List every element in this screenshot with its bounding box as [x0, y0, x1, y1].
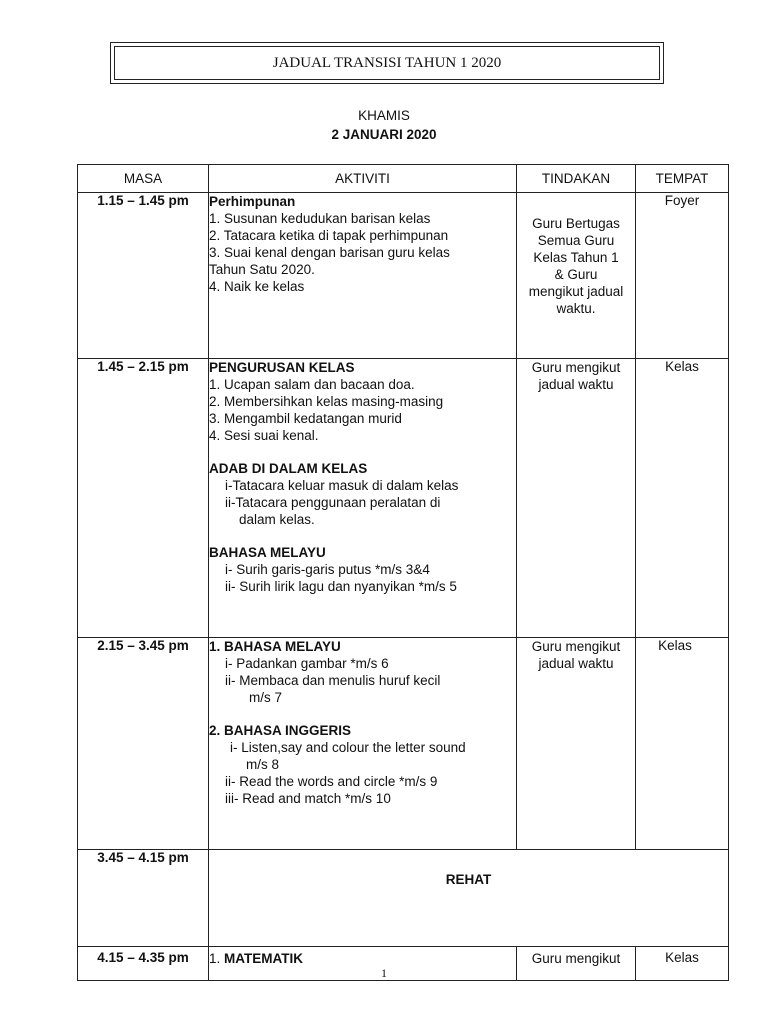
activity-item: ii- Membaca dan menulis huruf kecil — [225, 673, 441, 688]
time-cell: 4.15 – 4.35 pm — [78, 947, 209, 981]
activity-prefix: 1. — [209, 951, 225, 966]
activity-heading: ADAB DI DALAM KELAS — [209, 461, 368, 476]
activity-cell — [209, 359, 517, 638]
page-number: 1 — [381, 966, 387, 980]
activity-cell — [209, 193, 517, 359]
activity-item: 2. Membersihkan kelas masing-masing — [209, 394, 444, 409]
activity-item: 2. Tatacara ketika di tapak perhimpunan — [209, 228, 449, 243]
time-cell: 1.15 – 1.45 pm — [78, 193, 209, 359]
activity-cell — [209, 638, 517, 850]
header-aktiviti: AKTIVITI — [209, 165, 517, 193]
place-cell: Kelas — [636, 359, 729, 638]
title-box — [110, 42, 664, 84]
action-cell — [517, 193, 636, 359]
table-row — [78, 193, 729, 359]
activity-item: 1. Susunan kedudukan barisan kelas — [209, 211, 431, 226]
document-title: JADUAL TRANSISI TAHUN 1 2020 — [114, 46, 660, 80]
action-cell: Guru mengikut — [517, 947, 636, 981]
time-cell: 1.45 – 2.15 pm — [78, 359, 209, 638]
activity-item: 3. Mengambil kedatangan murid — [209, 411, 402, 426]
table-row — [78, 638, 729, 850]
action-cell — [517, 638, 636, 850]
activity-item: i-Tatacara keluar masuk di dalam kelas — [225, 478, 459, 493]
activity-item: ii-Tatacara penggunaan peralatan di — [225, 495, 441, 510]
activity-heading: PENGURUSAN KELAS — [209, 360, 355, 375]
action-line: Kelas Tahun 1 — [533, 250, 619, 265]
time-cell: 3.45 – 4.15 pm — [78, 850, 209, 947]
action-line: & Guru — [554, 267, 598, 282]
action-line: mengikut jadual — [528, 284, 624, 299]
action-line: jadual waktu — [538, 656, 614, 671]
activity-heading: MATEMATIK — [224, 951, 303, 966]
activity-item: i- Padankan gambar *m/s 6 — [225, 656, 389, 671]
date-label: 2 JANUARI 2020 — [331, 127, 437, 142]
activity-item: 1. Ucapan salam dan bacaan doa. — [209, 377, 415, 392]
action-line: Guru mengikut — [531, 639, 621, 654]
break-cell: REHAT — [209, 850, 729, 947]
action-line: jadual waktu — [538, 377, 614, 392]
activity-heading: BAHASA MELAYU — [209, 545, 326, 560]
activity-item: 4. Sesi suai kenal. — [209, 428, 319, 443]
schedule-table — [77, 164, 729, 981]
activity-heading: Perhimpunan — [209, 194, 296, 209]
action-line: waktu. — [556, 301, 596, 316]
time-cell: 2.15 – 3.45 pm — [78, 638, 209, 850]
place-cell: Kelas — [636, 638, 729, 850]
activity-item: ii- Read the words and circle *m/s 9 — [225, 774, 438, 789]
activity-heading: 2. BAHASA INGGERIS — [209, 723, 352, 738]
activity-item: dalam kelas. — [239, 512, 315, 527]
activity-item: ii- Surih lirik lagu dan nyanyikan *m/s 5 — [225, 579, 457, 594]
action-line: Semua Guru — [537, 233, 615, 248]
header-tindakan: TINDAKAN — [517, 165, 636, 193]
activity-item: i- Listen,say and colour the letter sound — [230, 740, 466, 755]
activity-heading: 1. BAHASA MELAYU — [209, 639, 341, 654]
place-cell: Foyer — [636, 193, 729, 359]
activity-item: i- Surih garis-garis putus *m/s 3&4 — [225, 562, 430, 577]
day-heading — [0, 106, 768, 144]
action-line: Guru Bertugas — [532, 216, 620, 231]
table-row — [78, 359, 729, 638]
header-tempat: TEMPAT — [636, 165, 729, 193]
activity-item: Tahun Satu 2020. — [209, 262, 315, 277]
activity-item: m/s 8 — [246, 757, 280, 772]
activity-item: 4. Naik ke kelas — [209, 279, 305, 294]
activity-item: m/s 7 — [249, 690, 283, 705]
action-cell — [517, 359, 636, 638]
activity-item: 3. Suai kenal dengan barisan guru kelas — [209, 245, 450, 260]
action-line: Guru mengikut — [531, 360, 621, 375]
table-row — [78, 850, 729, 947]
header-row — [78, 165, 729, 193]
day-label: KHAMIS — [358, 108, 410, 123]
place-cell: Kelas — [636, 947, 729, 981]
header-masa: MASA — [78, 165, 209, 193]
activity-item: iii- Read and match *m/s 10 — [225, 791, 391, 806]
